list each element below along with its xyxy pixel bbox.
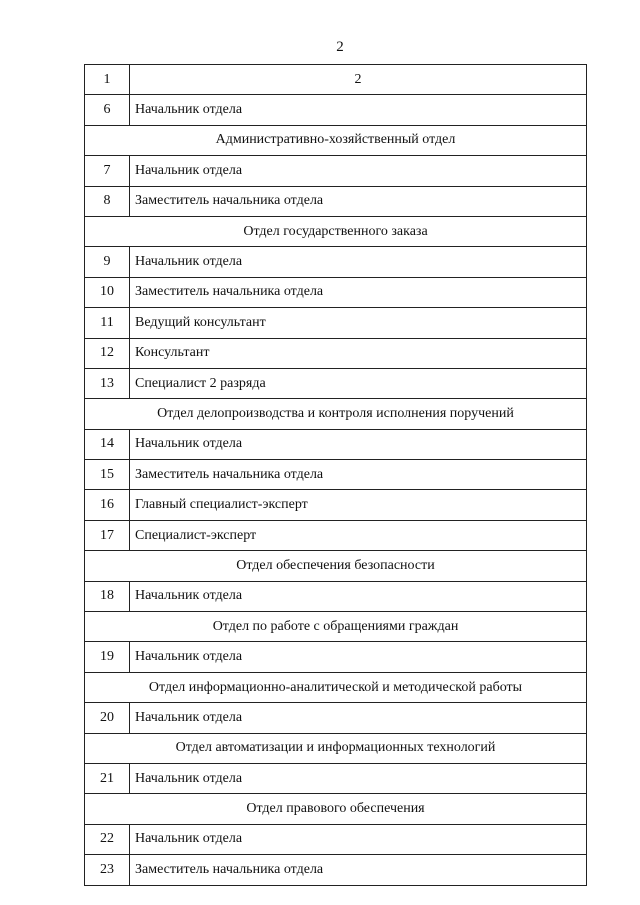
- position-row: [85, 581, 587, 611]
- position-row: [85, 460, 587, 490]
- row-number: 18: [85, 581, 130, 611]
- position-title: Ведущий консультант: [130, 308, 587, 338]
- position-title: Начальник отдела: [130, 642, 587, 672]
- row-number: 14: [85, 429, 130, 459]
- position-row: [85, 763, 587, 793]
- section-row: [85, 794, 587, 824]
- position-title: Начальник отдела: [130, 429, 587, 459]
- position-row: [85, 429, 587, 459]
- positions-table-body: [85, 65, 587, 886]
- position-title: Начальник отдела: [130, 824, 587, 854]
- row-number: 23: [85, 855, 130, 885]
- positions-table: [84, 64, 587, 886]
- row-number: 22: [85, 824, 130, 854]
- position-row: [85, 520, 587, 550]
- position-title: Консультант: [130, 338, 587, 368]
- row-number: 13: [85, 368, 130, 398]
- position-row: [85, 824, 587, 854]
- row-number: 19: [85, 642, 130, 672]
- position-row: [85, 186, 587, 216]
- section-title: Отдел информационно-аналитической и методической работы: [85, 672, 587, 702]
- section-title: Отдел обеспечения безопасности: [85, 551, 587, 581]
- row-number: 9: [85, 247, 130, 277]
- row-number: 15: [85, 460, 130, 490]
- position-title: Начальник отдела: [130, 703, 587, 733]
- section-row: [85, 612, 587, 642]
- section-row: [85, 551, 587, 581]
- position-row: [85, 642, 587, 672]
- section-title: Отдел правового обеспечения: [85, 794, 587, 824]
- position-title: Заместитель начальника отдела: [130, 186, 587, 216]
- column-number-header: 1: [85, 65, 130, 95]
- position-title: Начальник отдела: [130, 581, 587, 611]
- row-number: 17: [85, 520, 130, 550]
- position-title: Заместитель начальника отдела: [130, 277, 587, 307]
- table-header-row: [85, 65, 587, 95]
- position-title: Специалист-эксперт: [130, 520, 587, 550]
- row-number: 10: [85, 277, 130, 307]
- position-title: Начальник отдела: [130, 247, 587, 277]
- row-number: 11: [85, 308, 130, 338]
- row-number: 16: [85, 490, 130, 520]
- position-row: [85, 95, 587, 125]
- row-number: 8: [85, 186, 130, 216]
- position-row: [85, 490, 587, 520]
- position-title: Начальник отдела: [130, 763, 587, 793]
- position-row: [85, 277, 587, 307]
- row-number: 20: [85, 703, 130, 733]
- position-title: Специалист 2 разряда: [130, 368, 587, 398]
- row-number: 6: [85, 95, 130, 125]
- section-title: Отдел государственного заказа: [85, 216, 587, 246]
- position-title: Начальник отдела: [130, 95, 587, 125]
- position-title: Начальник отдела: [130, 156, 587, 186]
- position-row: [85, 338, 587, 368]
- position-row: [85, 156, 587, 186]
- row-number: 21: [85, 763, 130, 793]
- position-row: [85, 703, 587, 733]
- position-title: Главный специалист-эксперт: [130, 490, 587, 520]
- section-row: [85, 399, 587, 429]
- section-row: [85, 125, 587, 155]
- row-number: 7: [85, 156, 130, 186]
- section-title: Административно-хозяйственный отдел: [85, 125, 587, 155]
- row-number: 12: [85, 338, 130, 368]
- section-title: Отдел по работе с обращениями граждан: [85, 612, 587, 642]
- position-row: [85, 855, 587, 885]
- column-title-header: 2: [130, 65, 587, 95]
- position-row: [85, 368, 587, 398]
- position-row: [85, 247, 587, 277]
- position-row: [85, 308, 587, 338]
- section-title: Отдел делопроизводства и контроля исполнения поручений: [85, 399, 587, 429]
- section-row: [85, 216, 587, 246]
- section-row: [85, 733, 587, 763]
- section-title: Отдел автоматизации и информационных технологий: [85, 733, 587, 763]
- page-number: 2: [336, 39, 344, 55]
- position-title: Заместитель начальника отдела: [130, 460, 587, 490]
- position-title: Заместитель начальника отдела: [130, 855, 587, 885]
- section-row: [85, 672, 587, 702]
